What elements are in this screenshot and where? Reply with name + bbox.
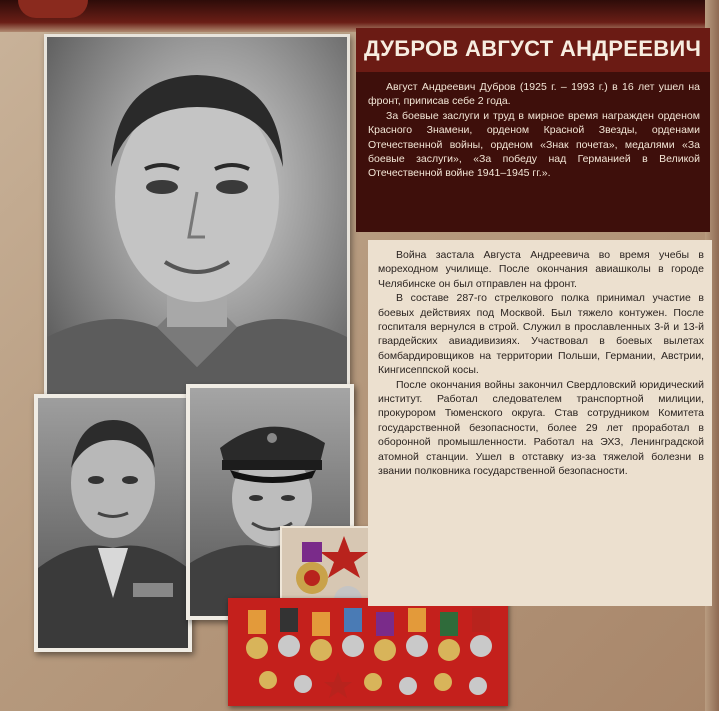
- person-name-title: ДУБРОВ АВГУСТ АНДРЕЕВИЧ: [364, 36, 702, 61]
- intro-paragraph: За боевые заслуги и труд в мирное время награжден орденом Красного Знамени, орденом Красной Звезды, орденами Отечественной войны, орденом «Знак почета», медалями «За боевые заслуги», «За победу над Германией в Великой Отечественной войне 1941–1945 гг.».: [368, 109, 700, 180]
- main-portrait-photo: [44, 34, 350, 412]
- medals-on-red-cloth-photo: [228, 598, 508, 706]
- biography-paragraph: После окончания войны закончил Свердловский юридический институт. Работал следователем транспортной милиции, прокурором Тюменского округа. Став сотрудником Комитета государственной безопасности, более 29 лет проработал в оборонной промышленности. Работал на ЭХЗ, Ленинградской атомной станции. Ушел в отставку из-за тяжелой болезни в звании полковника государственной безопасности.: [378, 378, 704, 478]
- biography-paragraph: Война застала Августа Андреевича во время учебы в мореходном училище. После окончания авиашколы в городе Челябинске он был отправлен на фронт.: [378, 249, 704, 290]
- intro-text: [368, 80, 700, 181]
- biography-paragraph: В составе 287-го стрелкового полка принимал участие в боевых действиях под Москвой. Был тяжело контужен. После госпиталя вернулся в строй. Служил в прославленных 3-й и 13-й гвардейских авиадивизиях. Участвовал в боевых вылетах бомбардировщиков на территории Польши, Германии, Австрии, Кингисеппской косы.: [378, 292, 704, 377]
- uniform-portrait-photo-left: [34, 394, 192, 652]
- biography-text: [378, 248, 704, 479]
- corner-emblem: [18, 0, 88, 18]
- intro-paragraph: Август Андреевич Дубров (1925 г. – 1993 г.) в 16 лет ушел на фронт, приписав себе 2 года.: [368, 81, 700, 108]
